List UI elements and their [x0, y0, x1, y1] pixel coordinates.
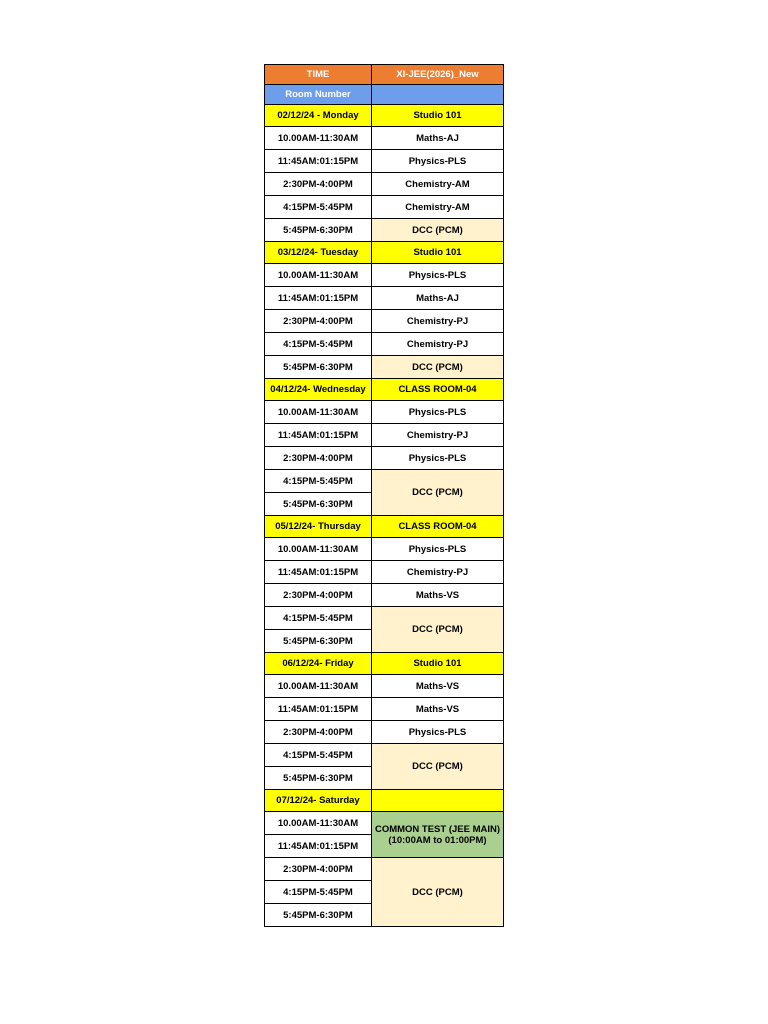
day-room	[372, 790, 504, 812]
slot-row	[265, 584, 504, 607]
slot-subject: DCC (PCM)	[372, 219, 504, 242]
day-room: Studio 101	[372, 653, 504, 675]
slot-subject: Physics-PLS	[372, 538, 504, 561]
slot-row	[265, 310, 504, 333]
slot-time: 11:45AM:01:15PM	[265, 835, 372, 858]
slot-subject: Chemistry-PJ	[372, 333, 504, 356]
slot-subject: DCC (PCM)	[372, 858, 504, 927]
slot-subject: DCC (PCM)	[372, 744, 504, 790]
slot-time: 5:45PM-6:30PM	[265, 630, 372, 653]
day-row	[265, 242, 504, 264]
slot-subject: DCC (PCM)	[372, 607, 504, 653]
slot-subject: Chemistry-AM	[372, 173, 504, 196]
slot-subject: DCC (PCM)	[372, 470, 504, 516]
slot-time: 4:15PM-5:45PM	[265, 470, 372, 493]
slot-subject: Maths-VS	[372, 698, 504, 721]
slot-time: 11:45AM:01:15PM	[265, 698, 372, 721]
slot-row	[265, 721, 504, 744]
day-date: 07/12/24- Saturday	[265, 790, 372, 812]
slot-time: 2:30PM-4:00PM	[265, 858, 372, 881]
slot-row	[265, 264, 504, 287]
slot-subject: Chemistry-PJ	[372, 424, 504, 447]
day-row	[265, 105, 504, 127]
day-date: 04/12/24- Wednesday	[265, 379, 372, 401]
day-row	[265, 379, 504, 401]
slot-subject: COMMON TEST (JEE MAIN) (10:00AM to 01:00PM)	[372, 812, 504, 858]
slot-time: 10.00AM-11:30AM	[265, 675, 372, 698]
slot-row	[265, 356, 504, 379]
header-row	[265, 65, 504, 85]
slot-time: 11:45AM:01:15PM	[265, 287, 372, 310]
slot-time: 10.00AM-11:30AM	[265, 127, 372, 150]
slot-time: 2:30PM-4:00PM	[265, 721, 372, 744]
timetable-body	[265, 65, 504, 927]
slot-subject: Chemistry-PJ	[372, 310, 504, 333]
slot-subject: Maths-VS	[372, 584, 504, 607]
slot-row	[265, 173, 504, 196]
slot-row	[265, 858, 504, 881]
slot-subject: Physics-PLS	[372, 721, 504, 744]
slot-time: 2:30PM-4:00PM	[265, 310, 372, 333]
day-date: 06/12/24- Friday	[265, 653, 372, 675]
slot-time: 4:15PM-5:45PM	[265, 607, 372, 630]
slot-time: 5:45PM-6:30PM	[265, 904, 372, 927]
slot-row	[265, 401, 504, 424]
day-room: CLASS ROOM-04	[372, 379, 504, 401]
slot-subject: Physics-PLS	[372, 264, 504, 287]
slot-subject: Maths-AJ	[372, 127, 504, 150]
slot-row	[265, 127, 504, 150]
slot-subject: Chemistry-PJ	[372, 561, 504, 584]
slot-time: 4:15PM-5:45PM	[265, 196, 372, 219]
room-number-row	[265, 85, 504, 105]
slot-row	[265, 538, 504, 561]
slot-time: 5:45PM-6:30PM	[265, 219, 372, 242]
slot-time: 4:15PM-5:45PM	[265, 881, 372, 904]
day-row	[265, 653, 504, 675]
slot-row	[265, 744, 504, 767]
slot-time: 2:30PM-4:00PM	[265, 584, 372, 607]
slot-time: 5:45PM-6:30PM	[265, 767, 372, 790]
slot-subject: Maths-AJ	[372, 287, 504, 310]
slot-subject: Physics-PLS	[372, 401, 504, 424]
slot-row	[265, 561, 504, 584]
room-number-label: Room Number	[265, 85, 372, 105]
slot-subject: Physics-PLS	[372, 447, 504, 470]
slot-time: 10.00AM-11:30AM	[265, 264, 372, 287]
day-room: Studio 101	[372, 242, 504, 264]
slot-row	[265, 196, 504, 219]
slot-subject: Chemistry-AM	[372, 196, 504, 219]
slot-time: 11:45AM:01:15PM	[265, 424, 372, 447]
slot-row	[265, 470, 504, 493]
slot-time: 11:45AM:01:15PM	[265, 150, 372, 173]
slot-subject: Physics-PLS	[372, 150, 504, 173]
day-date: 03/12/24- Tuesday	[265, 242, 372, 264]
slot-row	[265, 447, 504, 470]
day-row	[265, 516, 504, 538]
slot-row	[265, 150, 504, 173]
slot-row	[265, 607, 504, 630]
day-date: 02/12/24 - Monday	[265, 105, 372, 127]
slot-time: 5:45PM-6:30PM	[265, 356, 372, 379]
slot-time: 10.00AM-11:30AM	[265, 812, 372, 835]
slot-row	[265, 219, 504, 242]
time-header: TIME	[265, 65, 372, 85]
slot-row	[265, 675, 504, 698]
day-date: 05/12/24- Thursday	[265, 516, 372, 538]
day-room: CLASS ROOM-04	[372, 516, 504, 538]
slot-row	[265, 287, 504, 310]
slot-time: 5:45PM-6:30PM	[265, 493, 372, 516]
slot-time: 2:30PM-4:00PM	[265, 447, 372, 470]
slot-time: 2:30PM-4:00PM	[265, 173, 372, 196]
slot-time: 11:45AM:01:15PM	[265, 561, 372, 584]
batch-header: XI-JEE(2026)_New	[372, 65, 504, 85]
slot-time: 10.00AM-11:30AM	[265, 538, 372, 561]
timetable	[264, 64, 504, 927]
slot-row	[265, 698, 504, 721]
day-room: Studio 101	[372, 105, 504, 127]
slot-row	[265, 424, 504, 447]
slot-time: 4:15PM-5:45PM	[265, 333, 372, 356]
slot-row	[265, 333, 504, 356]
room-number-value	[372, 85, 504, 105]
slot-time: 4:15PM-5:45PM	[265, 744, 372, 767]
slot-subject: Maths-VS	[372, 675, 504, 698]
slot-row	[265, 812, 504, 835]
day-row	[265, 790, 504, 812]
slot-time: 10.00AM-11:30AM	[265, 401, 372, 424]
slot-subject: DCC (PCM)	[372, 356, 504, 379]
